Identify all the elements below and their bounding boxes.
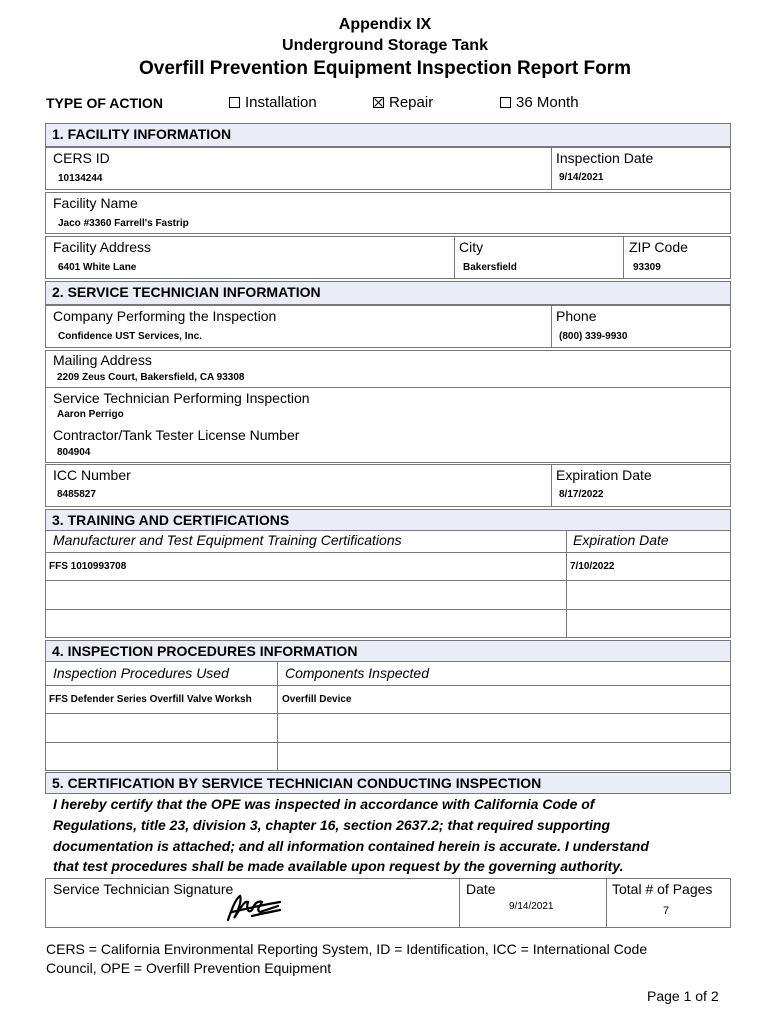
facility-name-label: Facility Name	[53, 195, 138, 211]
inspection-date-value[interactable]: 9/14/2021	[559, 172, 604, 183]
date-value[interactable]: 9/14/2021	[509, 901, 554, 912]
expiration-date-label: Expiration Date	[556, 467, 652, 483]
technician-label: Service Technician Performing Inspection	[53, 390, 310, 406]
cers-id-label: CERS ID	[53, 150, 110, 166]
license-value[interactable]: 804904	[57, 447, 91, 458]
procedures-col-components: Components Inspected	[285, 665, 429, 681]
license-label: Contractor/Tank Tester License Number	[53, 427, 300, 443]
training-col-exp: Expiration Date	[573, 532, 669, 548]
section-2-header: 2. SERVICE TECHNICIAN INFORMATION	[45, 281, 731, 305]
component-1[interactable]: Overfill Device	[282, 694, 352, 705]
company-value[interactable]: Confidence UST Services, Inc.	[58, 331, 202, 342]
section-5-header: 5. CERTIFICATION BY SERVICE TECHNICIAN CONDUCTING INSPECTION	[45, 772, 731, 794]
technician-signature	[222, 890, 286, 926]
type-of-action-label: TYPE OF ACTION	[46, 95, 163, 111]
footnote-line-2: Council, OPE = Overfill Prevention Equipment	[46, 960, 332, 976]
phone-value[interactable]: (800) 339-9930	[559, 331, 628, 342]
appendix-label: Appendix IX	[338, 16, 432, 33]
option-36-month[interactable]: 36 Month	[500, 94, 579, 111]
date-label: Date	[466, 881, 496, 897]
training-cert-1[interactable]: FFS 1010993708	[49, 561, 127, 572]
inspection-date-label: Inspection Date	[556, 150, 654, 166]
signature-label: Service Technician Signature	[53, 881, 234, 897]
cers-id-value[interactable]: 10134244	[58, 173, 103, 184]
facility-address-label: Facility Address	[53, 239, 152, 255]
page-number: Page 1 of 2	[647, 988, 719, 1004]
procedure-1[interactable]: FFS Defender Series Overfill Valve Worksh	[49, 694, 252, 705]
facility-address-value[interactable]: 6401 White Lane	[58, 262, 137, 273]
icc-number-value[interactable]: 8485827	[57, 489, 96, 500]
installation-checkbox[interactable]	[229, 97, 240, 108]
certification-line-1: I hereby certify that the OPE was inspected in accordance with California Code of	[53, 796, 595, 812]
total-pages-label: Total # of Pages	[612, 881, 713, 897]
procedures-col-used: Inspection Procedures Used	[53, 665, 229, 681]
city-value[interactable]: Bakersfield	[463, 262, 517, 273]
certification-line-2: Regulations, title 23, division 3, chapter 16, section 2637.2; that required supporting	[53, 817, 611, 833]
total-pages-value[interactable]: 7	[663, 905, 670, 917]
form-subtitle: Underground Storage Tank	[282, 37, 488, 54]
footnote-line-1: CERS = California Environmental Reporting System, ID = Identification, ICC = International Code	[46, 941, 648, 957]
expiration-date-value[interactable]: 8/17/2022	[559, 489, 604, 500]
training-col-cert: Manufacturer and Test Equipment Training Certifications	[53, 532, 402, 548]
repair-checkbox[interactable]	[373, 97, 384, 108]
zip-label: ZIP Code	[629, 239, 688, 255]
certification-line-3: documentation is attached; and all information contained herein is accurate. I understand	[53, 838, 649, 854]
option-repair[interactable]: Repair	[373, 94, 433, 111]
mailing-address-label: Mailing Address	[53, 352, 152, 368]
facility-name-value[interactable]: Jaco #3360 Farrell's Fastrip	[58, 218, 189, 229]
36-month-checkbox[interactable]	[500, 97, 511, 108]
section-3-header: 3. TRAINING AND CERTIFICATIONS	[45, 509, 731, 531]
section-4-header: 4. INSPECTION PROCEDURES INFORMATION	[45, 640, 731, 662]
company-label: Company Performing the Inspection	[53, 308, 277, 324]
certification-line-4: that test procedures shall be made available upon request by the governing authority.	[53, 858, 624, 874]
technician-value[interactable]: Aaron Perrigo	[57, 409, 124, 420]
option-installation[interactable]: Installation	[229, 94, 317, 111]
city-label: City	[459, 239, 484, 255]
phone-label: Phone	[556, 308, 597, 324]
form-title: Overfill Prevention Equipment Inspection Report Form	[139, 58, 631, 79]
mailing-address-value[interactable]: 2209 Zeus Court, Bakersfield, CA 93308	[57, 372, 245, 383]
zip-value[interactable]: 93309	[633, 262, 661, 273]
training-exp-1[interactable]: 7/10/2022	[570, 561, 615, 572]
icc-number-label: ICC Number	[53, 467, 131, 483]
section-1-header: 1. FACILITY INFORMATION	[45, 123, 731, 147]
